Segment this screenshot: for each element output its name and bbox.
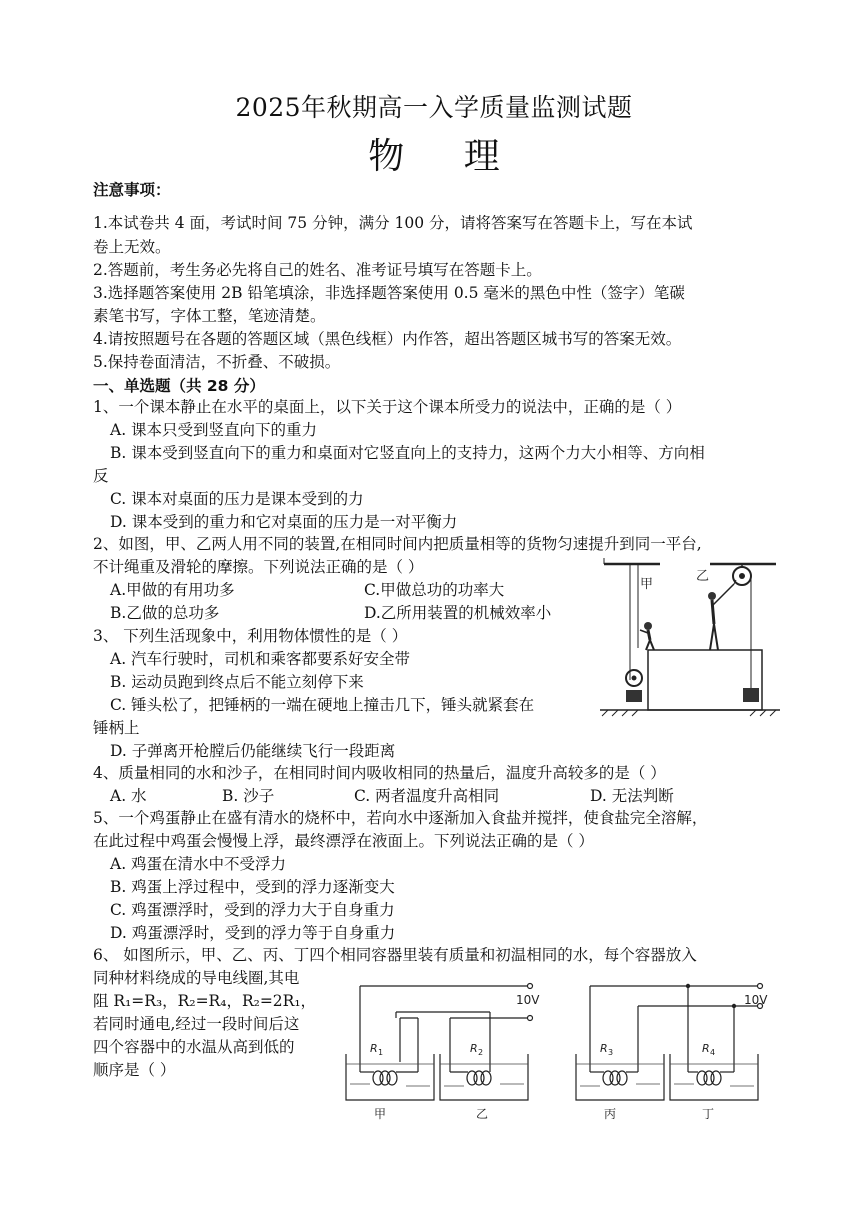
notice-line-1: 1.本试卷共 4 面，考试时间 75 分钟，满分 100 分，请将答案写在答题卡上，写在本试 [93, 214, 693, 232]
q2-option-b: B.乙做的总功多 [110, 604, 220, 622]
q6-label-yi: 乙 [476, 1107, 489, 1121]
q6-r3-label: R [600, 1042, 608, 1055]
q6-stem-5: 四个容器中的水温从高到低的 [93, 1038, 295, 1056]
q6-r2-sub: 2 [478, 1048, 484, 1057]
q6-r1-sub: 1 [378, 1048, 384, 1057]
notice-line-2: 卷上无效。 [93, 238, 171, 256]
q6-stem-3: 阻 R₁=R₃，R₂=R₄，R₂=2R₁， [93, 992, 317, 1010]
q4-stem: 4、质量相同的水和沙子，在相同时间内吸收相同的热量后，温度升高较多的是（ ） [93, 764, 666, 782]
notice-line-7: 5.保持卷面清洁，不折叠、不破损。 [93, 353, 341, 371]
q2-pulley-figure [600, 558, 782, 718]
q6-stem: 6、 如图所示，甲、乙、丙、丁四个相同容器里装有质量和初温相同的水，每个容器放入 [93, 946, 697, 964]
q1-option-c: C. 课本对桌面的压力是课本受到的力 [110, 490, 364, 508]
q6-stem-6: 顺序是（ ） [93, 1061, 176, 1079]
q3-option-c-cont: 锤柄上 [93, 719, 140, 737]
q6-r2-label: R [470, 1042, 478, 1055]
subject-title: 物 理 [368, 136, 524, 177]
q6-label-ding: 丁 [702, 1107, 715, 1121]
q6-r4-label: R [702, 1042, 710, 1055]
q3-option-c: C. 锤头松了，把锤柄的一端在硬地上撞击几下，锤头就紧套在 [110, 696, 535, 714]
q3-option-a: A. 汽车行驶时，司机和乘客都要系好安全带 [110, 650, 411, 668]
q6-voltage-right: 10V [744, 993, 768, 1007]
q6-r3-sub: 3 [608, 1048, 614, 1057]
q1-option-a: A. 课本只受到竖直向下的重力 [110, 421, 318, 439]
q3-stem: 3、 下列生活现象中，利用物体惯性的是（ ） [93, 627, 408, 645]
q4-option-b: B. 沙子 [222, 787, 275, 805]
q2-stem: 2、如图，甲、乙两人用不同的装置,在相同时间内把质量相等的货物匀速提升到同一平台, [93, 535, 702, 553]
q2-option-d: D.乙所用装置的机械效率小 [364, 604, 552, 622]
q6-voltage-left: 10V [516, 993, 540, 1007]
q5-stem-cont: 在此过程中鸡蛋会慢慢上浮，最终漂浮在液面上。下列说法正确的是（ ） [93, 832, 594, 850]
q6-stem-2: 同种材料绕成的导电线圈,其电 [93, 969, 300, 987]
q5-option-c: C. 鸡蛋漂浮时，受到的浮力大于自身重力 [110, 901, 395, 919]
q1-option-b-cont: 反 [93, 467, 109, 485]
notice-heading: 注意事项： [93, 181, 171, 199]
q6-label-bing: 丙 [604, 1107, 617, 1121]
q4-option-a: A. 水 [110, 787, 147, 805]
notice-line-3: 2.答题前，考生务必先将自己的姓名、准考证号填写在答题卡上。 [93, 261, 542, 279]
q5-stem: 5、一个鸡蛋静止在盛有清水的烧杯中，若向水中逐渐加入食盐并搅拌，使食盐完全溶解， [93, 809, 708, 827]
q3-option-b: B. 运动员跑到终点后不能立刻停下来 [110, 673, 364, 691]
q2-fig-label-jia: 甲 [640, 577, 654, 592]
q1-option-d: D. 课本受到的重力和它对桌面的压力是一对平衡力 [110, 513, 458, 531]
q6-r4-sub: 4 [710, 1048, 716, 1057]
notice-line-6: 4.请按照题号在各题的答题区域（黑色线框）内作答，超出答题区城书写的答案无效。 [93, 330, 682, 348]
q5-option-b: B. 鸡蛋上浮过程中，受到的浮力逐渐变大 [110, 878, 395, 896]
q6-circuit-figure [340, 982, 780, 1122]
notice-line-5: 素笔书写，字体工整，笔迹清楚。 [93, 307, 326, 325]
q5-option-d: D. 鸡蛋漂浮时，受到的浮力等于自身重力 [110, 924, 396, 942]
q1-option-b: B. 课本受到竖直向下的重力和桌面对它竖直向上的支持力，这两个力大小相等、方向相 [110, 444, 705, 462]
q4-option-d: D. 无法判断 [590, 787, 674, 805]
q4-option-c: C. 两者温度升高相同 [354, 787, 500, 805]
notice-line-4: 3.选择题答案使用 2B 铅笔填涂，非选择题答案使用 0.5 毫米的黑色中性（签字）笔碳 [93, 284, 685, 302]
q2-option-a: A.甲做的有用功多 [110, 581, 235, 599]
q2-option-c: C.甲做总功的功率大 [364, 581, 505, 599]
q3-option-d: D. 子弹离开枪膛后仍能继续飞行一段距离 [110, 742, 396, 760]
exam-title: 2025年秋期高一入学质量监测试题 [235, 93, 633, 122]
q6-r1-label: R [370, 1042, 378, 1055]
section-heading: 一、单选题（共 28 分） [93, 377, 265, 395]
q5-option-a: A. 鸡蛋在清水中不受浮力 [110, 855, 287, 873]
q6-stem-4: 若同时通电,经过一段时间后这 [93, 1015, 300, 1033]
q6-label-jia: 甲 [374, 1107, 387, 1121]
q2-stem-cont: 不计绳重及滑轮的摩擦。下列说法正确的是（ ） [93, 558, 424, 576]
q1-stem: 1、一个课本静止在水平的桌面上，以下关于这个课本所受力的说法中，正确的是（ ） [93, 398, 682, 416]
q2-fig-label-yi: 乙 [696, 569, 710, 584]
